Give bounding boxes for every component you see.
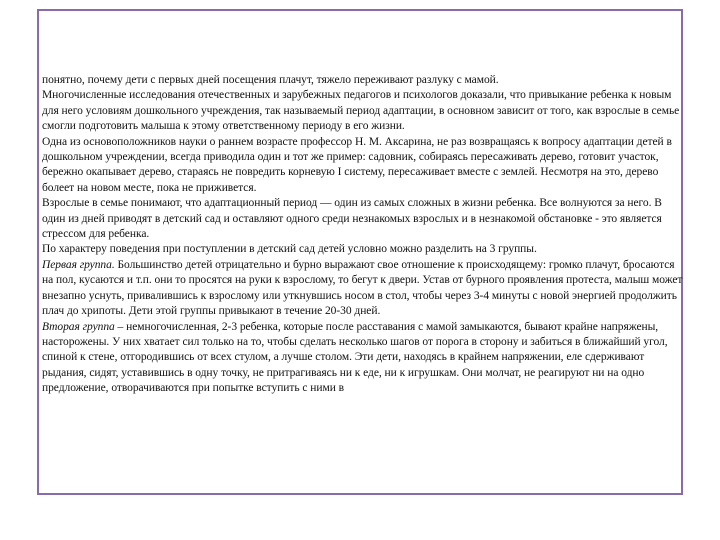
group-2-text: – немногочисленная, 2-3 ребенка, которые после расставания с мамой замыкаются, бывают крайне напряжены, насторожены. У них хватает сил только на то, чтобы сделать несколько шагов от порога в сторону и забиться в ближайший угол, спиной к стене, отгородившись от всех стулом, а лучше столом. Эти дети, находясь в крайнем напряжении, еле сдерживают рыдания, сидят, уставившись в одну точку, не притрагиваясь ни к еде, ни к игрушкам. Они молчат, не реагируют ни на одно предложение, отворачиваются при попытке вступить с ними в	[42, 320, 668, 395]
paragraph-group-2	[42, 320, 686, 397]
group-2-label: Вторая группа	[42, 320, 115, 333]
paragraph-intro: понятно, почему дети с первых дней посещения плачут, тяжело переживают разлуку с мамой.	[42, 74, 499, 86]
document-text	[42, 73, 686, 397]
paragraph-aksarina: Одна из основоположников науки о раннем возрасте профессор Н. М. Аксарина, не раз возвращаясь к вопросу адаптации детей в дошкольном учреждении, всегда приводила один и тот же пример: садовник, собираясь пересаживать дерево, готовит участок, бережно окапывает дерево, стараясь не повредить корневую І систему, пересаживает вместе с землей. Несмотря на это, дерево болеет на новом месте, пока не приживется.	[42, 135, 672, 194]
paragraph-groups-intro: По характеру поведения при поступлении в детский сад детей условно можно разделить на 3 группы.	[42, 243, 537, 256]
group-1-text: Большинство детей отрицательно и бурно выражают свое отношение к происходящему: громко плачут, бросаются на пол, кусаются и т.п. они то просятся на руки к взрослому, то бегут к двери. Устав от бурного проявления протеста, малыш может внезапно уснуть, привалившись к взрослому или уткнувшись носом в стол, чтобы через 3-4 минуты с новой энергией продолжить плач до хрипоты. Дети этой группы привыкают в течение 20-30 дней.	[42, 258, 683, 318]
paragraph-group-1	[42, 258, 686, 320]
paragraph-research: Многочисленные исследования отечественных и зарубежных педагогов и психологов доказали, что привыкание ребенка к новым для него условиям дошкольного учреждения, так называемый период адаптации, в основном зависит от того, как взрослые в семье смогли подготовить малыша к этому ответственному периоду в его жизни.	[42, 89, 680, 133]
group-1-label: Первая группа.	[42, 258, 115, 271]
paragraph-adults: Взрослые в семье понимают, что адаптационный период — один из самых сложных в жизни ребенка. Все волнуются за него. В один из дней приводят в детский сад и оставляют одного среди незнакомых взрослых и в незнакомой обстановке - это является стрессом для ребенка.	[42, 197, 662, 241]
